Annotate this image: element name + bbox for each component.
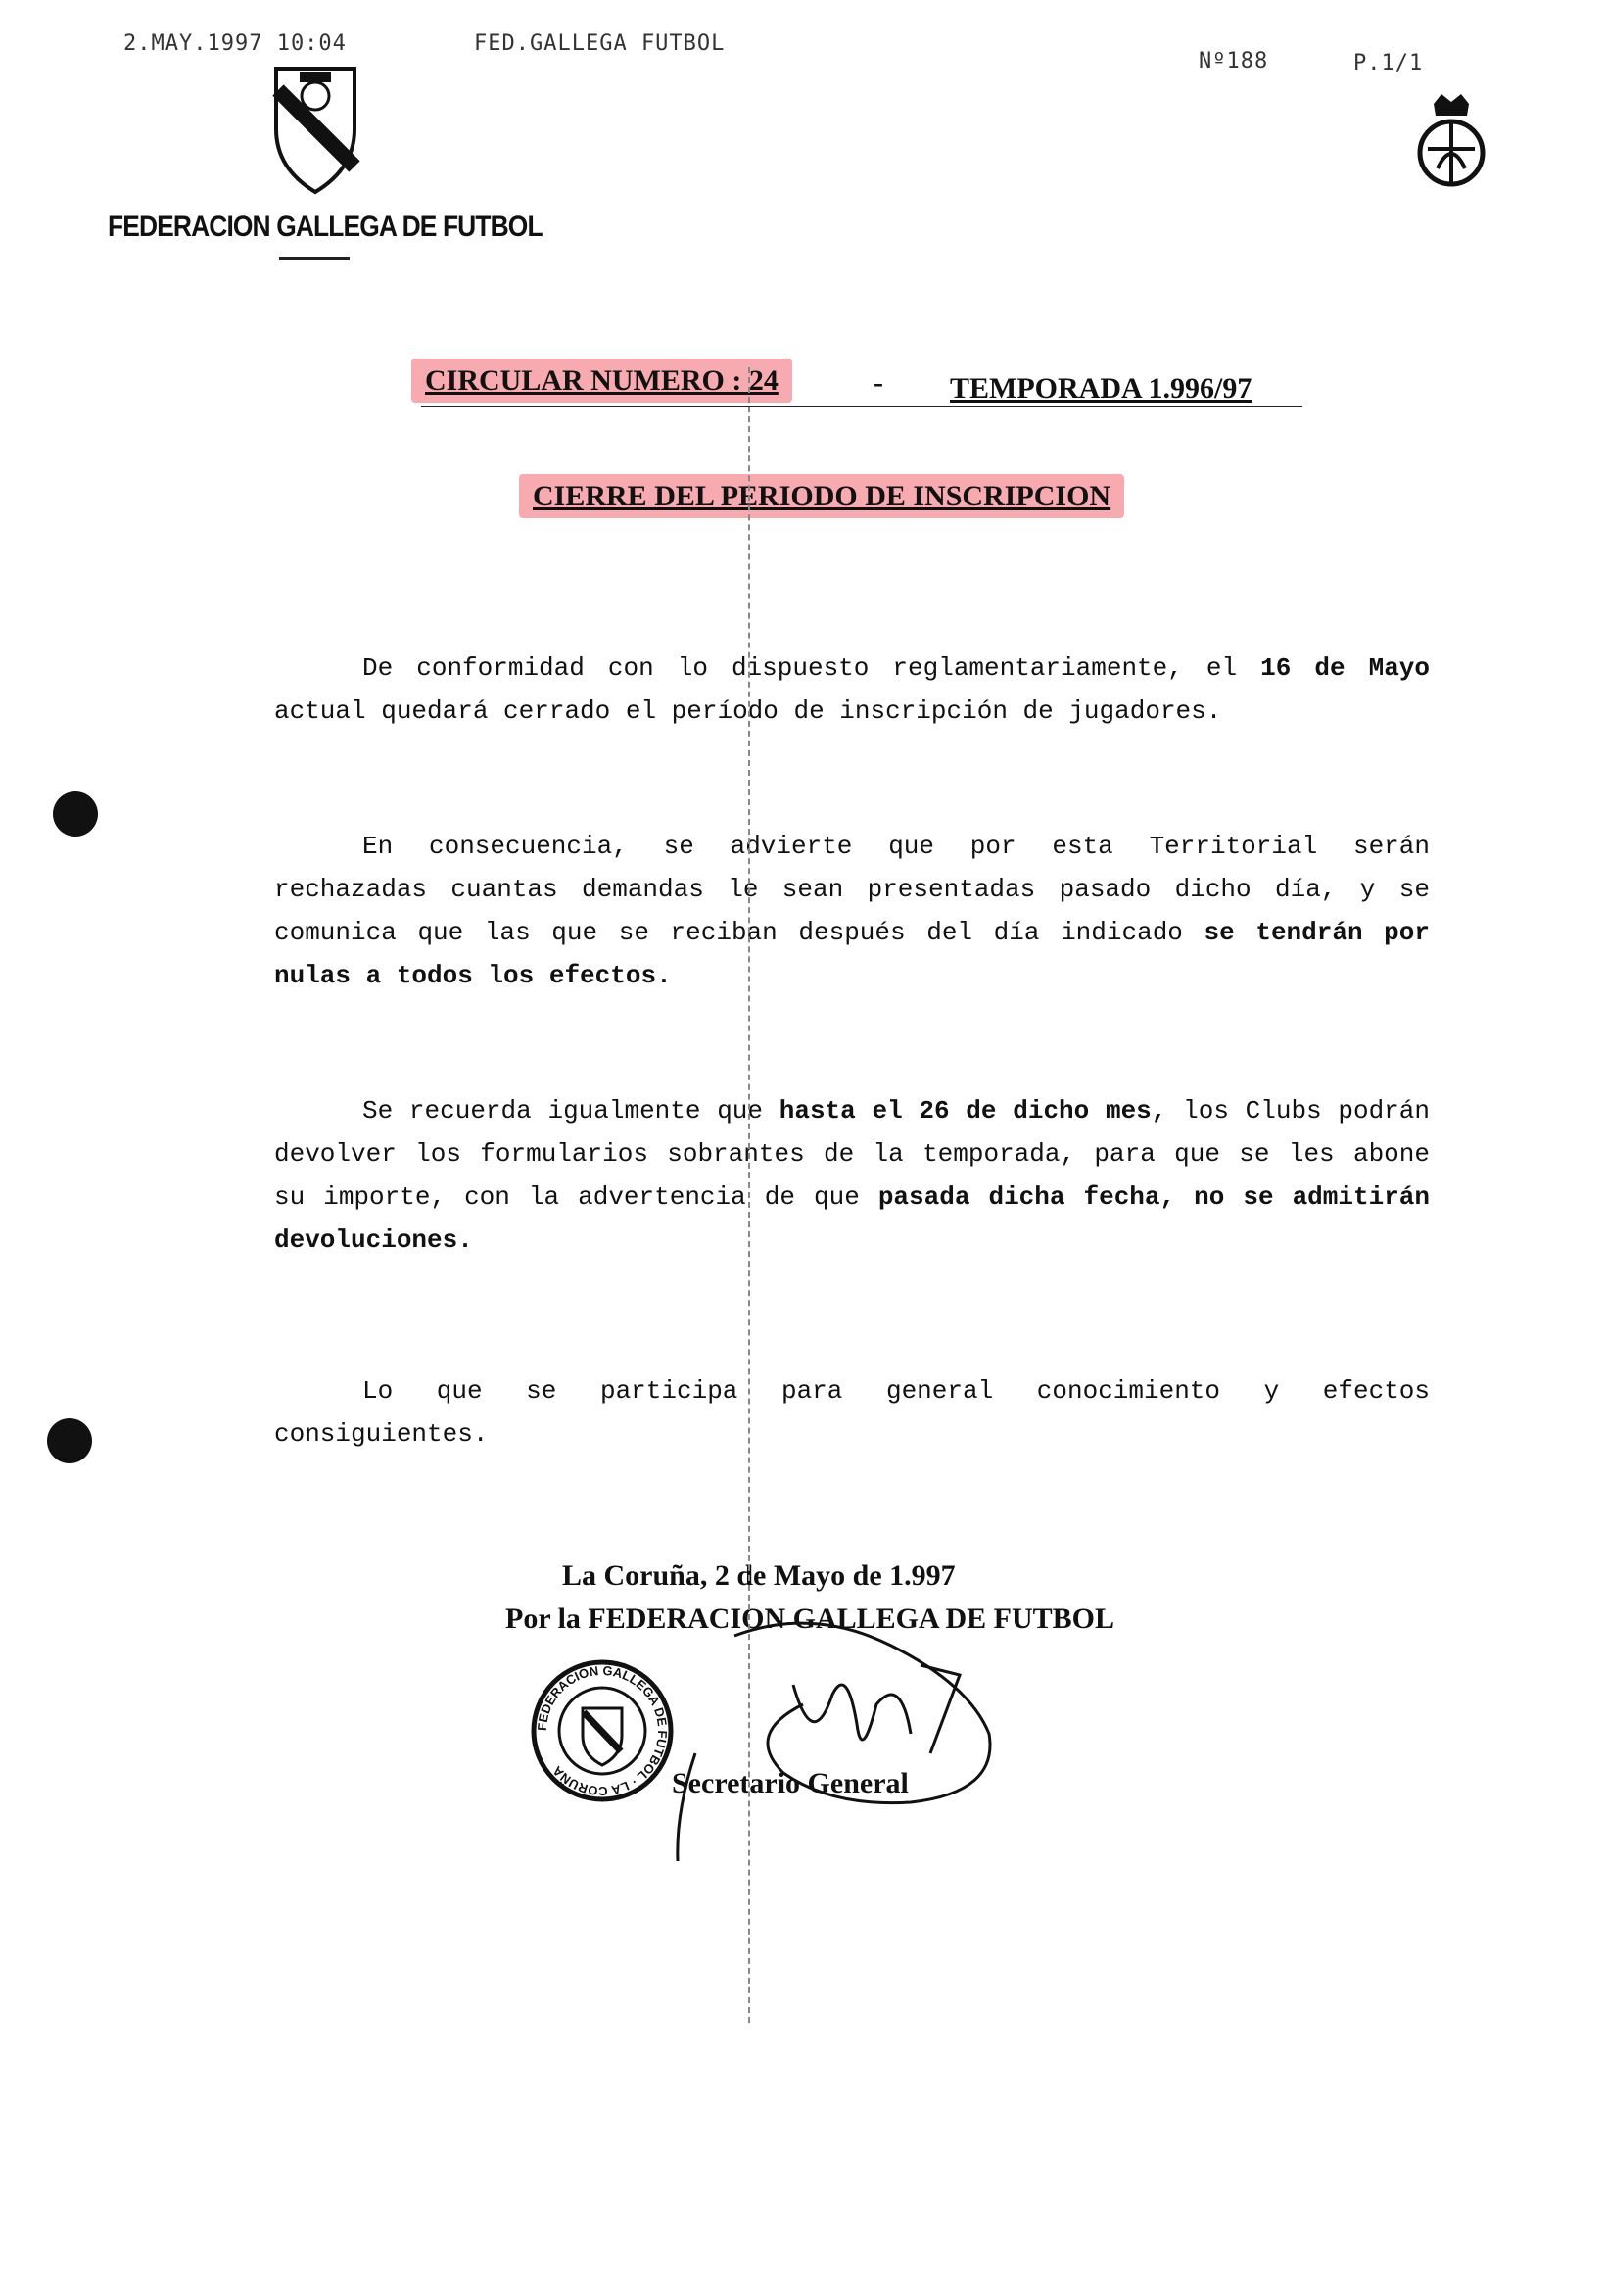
p3-text-a: Se recuerda igualmente que — [362, 1096, 779, 1125]
stamp-text: FEDERACION GALLEGA DE FUTBOL · LA CORUÑA — [534, 1662, 671, 1799]
fax-number: Nº188 — [1199, 49, 1269, 73]
paragraph-1 — [274, 646, 1430, 733]
p1-text-a: De conformidad con lo dispuesto reglamentariamente, el — [362, 653, 1261, 683]
subject-title — [519, 480, 1124, 513]
punch-hole-top — [53, 791, 98, 837]
p2-text-a: En consecuencia, se advierte que por esta Territorial serán rechazadas cuantas demandas le sean presentadas pasado dicho día, y se comunica que las que se reciban después del día indicado — [274, 832, 1430, 947]
paragraph-4: Lo que se participa para general conocimiento y efectos consiguientes. — [274, 1376, 1430, 1449]
shield-icon — [270, 61, 360, 198]
signatory-role: Secretario General — [672, 1767, 909, 1799]
subject-title-text: CIERRE DEL PERIODO DE INSCRIPCION — [519, 474, 1124, 518]
fax-sender: FED.GALLEGA FUTBOL — [474, 31, 726, 56]
by-line: Por la FEDERACION GALLEGA DE FUTBOL — [505, 1602, 1115, 1635]
crown-crest-icon — [1414, 90, 1488, 192]
fold-line — [748, 367, 750, 2023]
circular-number — [411, 364, 792, 398]
p2-bold: se tendrán por nulas a todos los efectos. — [274, 918, 1430, 990]
title-rule — [421, 406, 1302, 407]
signature-icon — [666, 1606, 1038, 1861]
place-date: La Coruña, 2 de Mayo de 1.997 — [562, 1559, 956, 1592]
fax-datetime: 2.MAY.1997 10:04 — [123, 31, 347, 56]
p3-bold-d: pasada dicha fecha, no se admitirán devoluciones. — [274, 1182, 1431, 1255]
seal-icon — [529, 1657, 676, 1804]
punch-hole-bottom — [47, 1418, 92, 1463]
p3-bold-b: hasta el 26 de dicho mes, — [779, 1096, 1167, 1125]
p3-text-c: los Clubs podrán devolver los formularios sobrantes de la temporada, para que se les abone su importe, con la advertencia de que — [274, 1096, 1430, 1212]
paragraph-2 — [274, 825, 1430, 997]
p1-bold: 16 de Mayo — [1260, 653, 1431, 683]
title-dash: - — [874, 366, 883, 399]
org-underline — [279, 257, 350, 260]
season-title: TEMPORADA 1.996/97 — [950, 372, 1252, 405]
fax-page: P.1/1 — [1353, 51, 1424, 75]
organization-name: FEDERACION GALLEGA DE FUTBOL — [108, 211, 543, 243]
paragraph-3 — [274, 1089, 1430, 1262]
p1-text-c: actual quedará cerrado el período de inscripción de jugadores. — [274, 696, 1222, 726]
circular-number-text: CIRCULAR NUMERO : 24 — [411, 359, 792, 403]
